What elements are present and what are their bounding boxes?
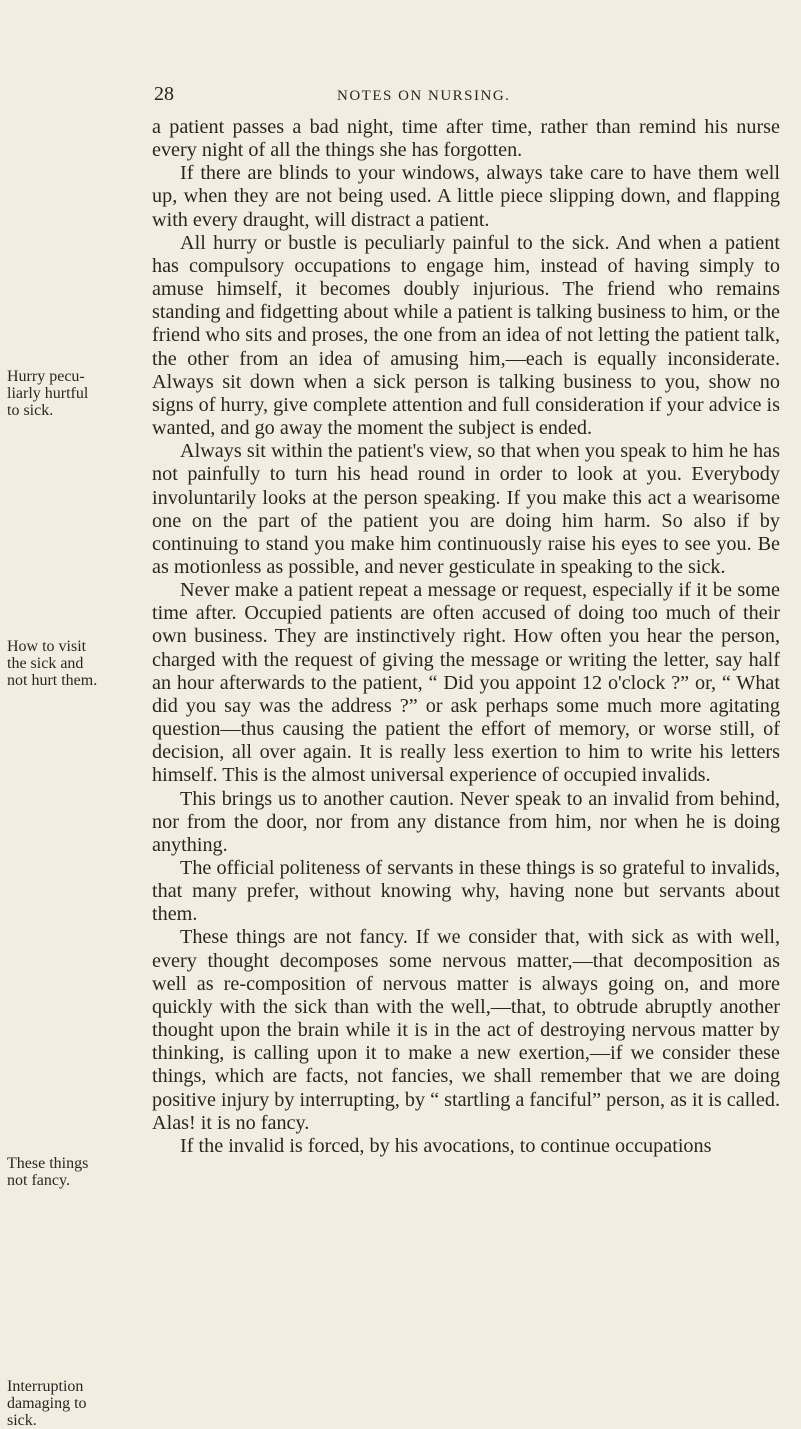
paragraph-6: The official politeness of servants in these things is so grateful to invalids, that many prefer, without knowing why, having none but servants about them. xyxy=(152,857,780,926)
margin-note-visit: How to visit the sick and not hurt them. xyxy=(7,638,98,689)
paragraph-5: This brings us to another caution. Never speak to an invalid from behind, nor from the door, nor from any distance from him, nor when he is doing anything. xyxy=(152,787,780,856)
page-number: 28 xyxy=(154,83,174,105)
margin-note-interruption: Interruption damaging to sick. xyxy=(7,1378,87,1429)
paragraph-8: If the invalid is forced, by his avocations, to continue occupations xyxy=(180,1134,712,1157)
body-text xyxy=(152,116,780,1158)
paragraph-1: If there are blinds to your windows, always take care to have them well up, when they are not being used. A little piece slipping down, and flapping with every draught, will distract a patient. xyxy=(152,162,780,231)
margin-note-hurry: Hurry pecu- liarly hurtful to sick. xyxy=(7,368,89,419)
paragraph-7: These things are not fancy. If we consider that, with sick as with well, every thought decomposes some nervous matter,—that decomposition as well as re-composition of nervous matter is always going on, and more quickly with the sick than with the well,—that, to obtrude abruptly another thought upon the brain while it is in the act of destroying nervous matter by thinking, is calling upon it to make a new exertion,—if we consider these things, which are facts, not fancies, we shall remember that we are doing positive injury by interrupting, by “ startling a fanciful” person, as it is called. Alas! it is no fancy. xyxy=(152,926,780,1134)
paragraph-3: Always sit within the patient's view, so that when you speak to him he has not painfully to turn his head round in order to look at you. Everybody involuntarily looks at the person speaking. If you make this act a wearisome one on the part of the patient you are doing him harm. So also if by continuing to stand you make him continuously raise his eyes to see you. Be as motionless as possible, and never gesticulate in speaking to the sick. xyxy=(152,440,780,578)
paragraph-0: a patient passes a bad night, time after time, rather than remind his nurse every night of all the things she has forgotten. xyxy=(152,116,780,162)
running-head: NOTES ON NURSING. xyxy=(337,88,511,104)
margin-note-fancy: These things not fancy. xyxy=(7,1155,89,1189)
paragraph-4: Never make a patient repeat a message or request, especially if it be some time after. Occupied patients are often accused of doing too much of their own business. They are instinctively right. How often you hear the person, charged with the request of giving the message or writing the letter, say half an hour afterwards to the patient, “ Did you appoint 12 o'clock ?” or, “ What did you say was the address ?” or ask perhaps some much more agitating question—thus causing the patient the effort of memory, or worse still, of decision, all over again. It is really less exertion to him to write his letters himself. This is the almost universal experience of occupied invalids. xyxy=(152,579,780,787)
paragraph-2: All hurry or bustle is peculiarly painful to the sick. And when a patient has compulsory occupations to engage him, instead of having simply to amuse himself, it becomes doubly injurious. The friend who remains standing and fidgetting about while a patient is talking business to him, or the friend who sits and proses, the one from an idea of not letting the patient talk, the other from an idea of amusing him,—each is equally inconsiderate. Always sit down when a sick person is talking business to you, show no signs of hurry, give complete attention and full consideration if your advice is wanted, and go away the moment the subject is ended. xyxy=(152,231,780,440)
